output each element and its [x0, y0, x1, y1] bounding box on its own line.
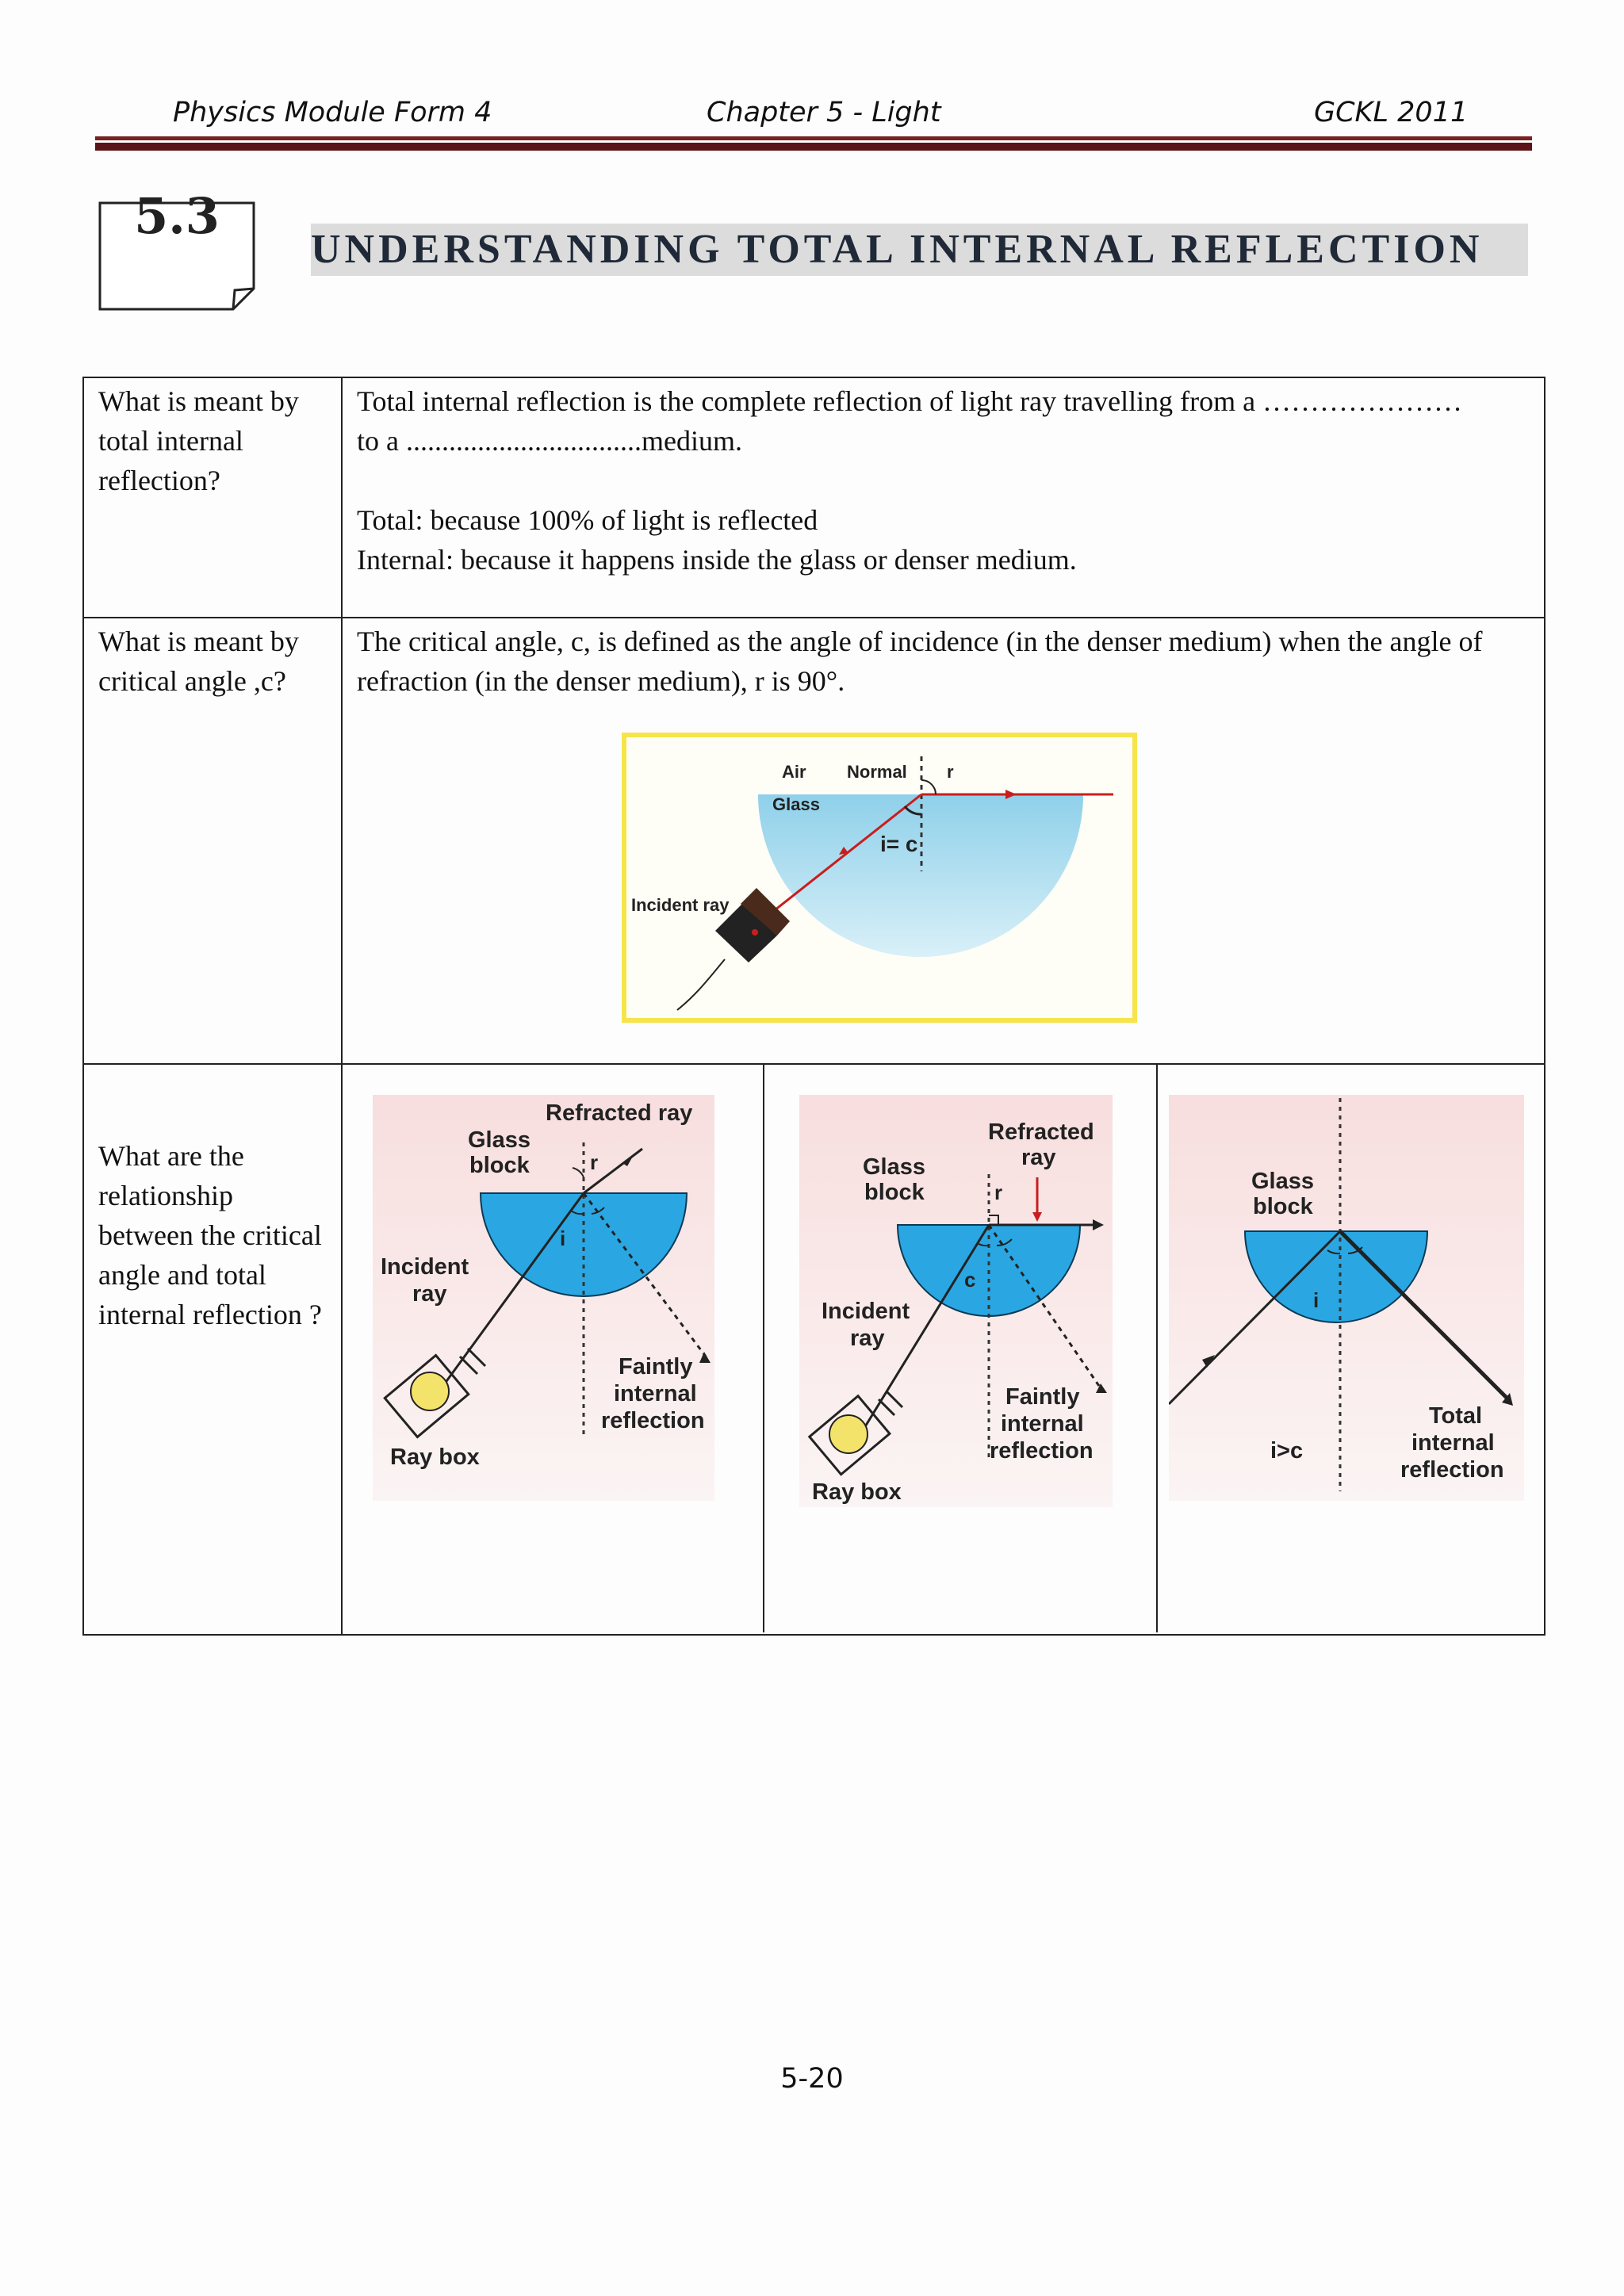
header-rule-thin [95, 136, 1532, 140]
svg-text:reflection: reflection [1400, 1457, 1504, 1483]
answer-line: Internal: because it happens inside the glass or denser medium. [357, 544, 1077, 576]
svg-text:r: r [994, 1181, 1003, 1204]
answer-line: Total: because 100% of light is reflected [357, 504, 818, 536]
critical-refraction-figure [799, 1095, 1113, 1507]
svg-text:Faintly: Faintly [619, 1354, 693, 1380]
svg-text:ray: ray [1021, 1145, 1056, 1170]
question-cell [83, 1064, 342, 1635]
svg-text:i>c: i>c [1270, 1438, 1304, 1464]
question-cell [83, 618, 342, 1064]
svg-text:ray: ray [412, 1281, 447, 1307]
svg-text:i: i [1313, 1288, 1320, 1312]
label-glass: Glass [772, 794, 820, 814]
question-cell [83, 377, 342, 618]
svg-text:internal: internal [614, 1381, 697, 1406]
svg-text:block: block [469, 1153, 530, 1178]
spacer [357, 461, 1531, 500]
refraction-figure [373, 1095, 714, 1501]
question-text: What are the relationship between the critical angle and total internal reflection ? [98, 1140, 322, 1330]
answer-text: The critical angle, c, is defined as the angle of incidence (in the denser medium) when the angle of refraction (in the denser medium), r is 90°. [357, 626, 1483, 697]
section-title: UNDERSTANDING TOTAL INTERNAL REFLECTION [311, 227, 1484, 272]
figures-cell [342, 1064, 1545, 1635]
svg-text:Refracted: Refracted [988, 1119, 1094, 1145]
svg-text:reflection: reflection [601, 1408, 705, 1433]
question-text: What is meant by total internal reflection? [98, 385, 299, 496]
svg-text:Ray box: Ray box [812, 1479, 902, 1505]
svg-text:Incident: Incident [822, 1299, 910, 1324]
svg-text:internal: internal [1001, 1411, 1084, 1437]
critical-angle-figure [622, 733, 1137, 1023]
label-air: Air [782, 762, 806, 782]
svg-text:Glass: Glass [468, 1127, 530, 1153]
figure-cell [764, 1065, 1157, 1632]
label-angle: i= c [880, 832, 918, 856]
header-module: Physics Module Form 4 [173, 97, 492, 128]
svg-text:c: c [964, 1268, 976, 1292]
label-r: r [947, 762, 954, 782]
answer-cell [342, 377, 1545, 618]
table-row [83, 618, 1545, 1064]
svg-text:Glass: Glass [1251, 1169, 1314, 1194]
svg-text:internal: internal [1411, 1430, 1495, 1456]
answer-line: Total internal reflection is the complete reflection of light ray travelling from a ………………… [357, 385, 1463, 417]
content-table [82, 377, 1545, 1636]
svg-text:Incident: Incident [381, 1254, 469, 1280]
svg-text:reflection: reflection [990, 1438, 1094, 1464]
figures-subtable [343, 1065, 1545, 1632]
svg-text:r: r [590, 1150, 599, 1174]
label-normal: Normal [847, 762, 907, 782]
svg-text:Total: Total [1429, 1403, 1483, 1429]
section-number: 5.3 [134, 187, 220, 245]
page-number: 5-20 [780, 2063, 844, 2095]
svg-text:ray: ray [850, 1326, 885, 1351]
header-code: GCKL 2011 [1314, 97, 1469, 128]
svg-text:i: i [560, 1226, 566, 1250]
header-chapter: Chapter 5 - Light [707, 97, 941, 128]
figure-cell [343, 1065, 764, 1632]
header-rule-thick [95, 143, 1532, 151]
table-row [83, 1064, 1545, 1635]
table-row [83, 377, 1545, 618]
svg-text:block: block [1253, 1194, 1313, 1219]
figure-cell [1157, 1065, 1545, 1632]
svg-text:block: block [864, 1180, 925, 1205]
svg-text:Glass: Glass [863, 1154, 925, 1180]
svg-text:Refracted ray: Refracted ray [546, 1100, 693, 1126]
question-text: What is meant by critical angle ,c? [98, 626, 299, 697]
answer-line: to a .................................medium. [357, 425, 742, 457]
total-internal-reflection-figure [1169, 1095, 1524, 1501]
label-incident: Incident ray [631, 895, 730, 915]
svg-text:Faintly: Faintly [1005, 1384, 1080, 1410]
svg-text:Ray box: Ray box [390, 1445, 480, 1470]
answer-cell [342, 618, 1545, 1064]
